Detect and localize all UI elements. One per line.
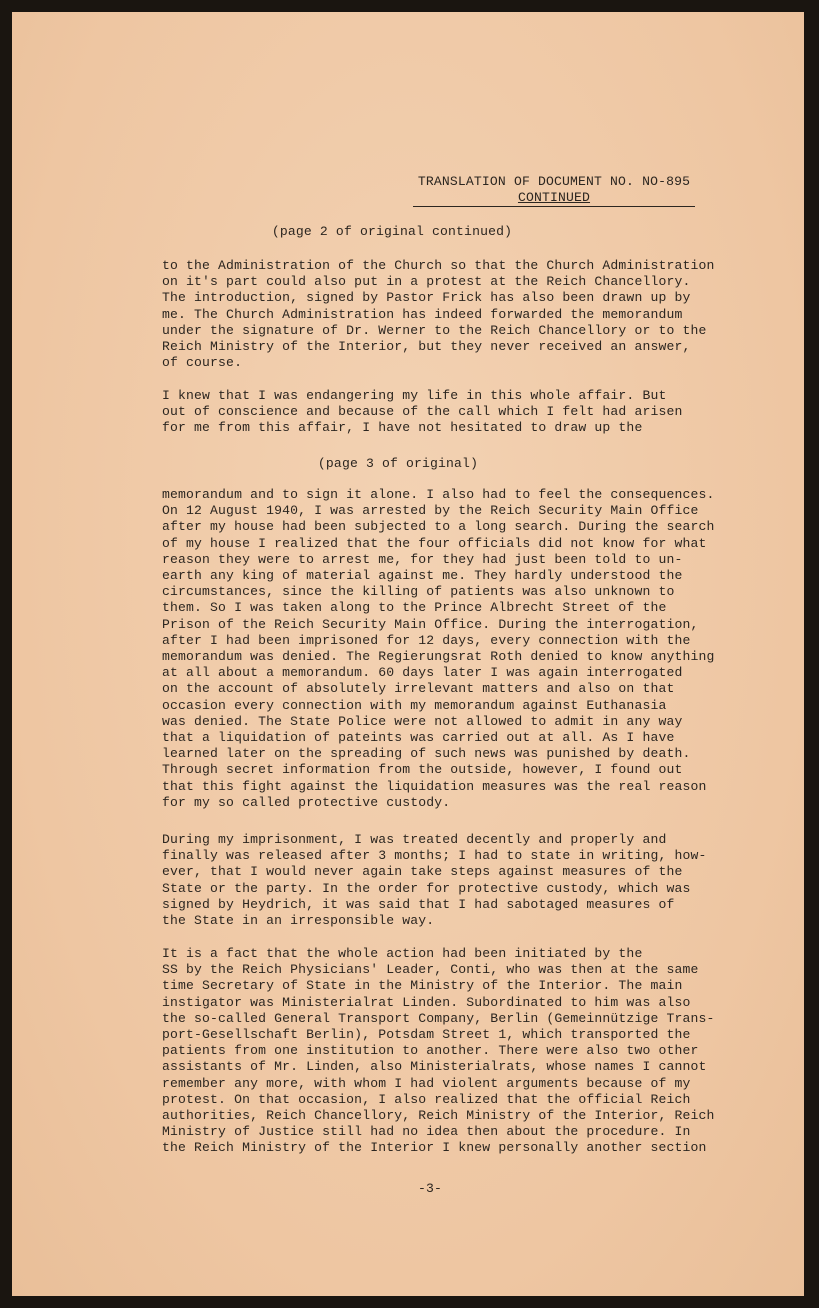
document-header (414, 174, 694, 206)
header-rule (413, 206, 695, 207)
paragraph-4: During my imprisonment, I was treated decently and properly and finally was released after 3 months; I had to state in writing, how- ever, that I would never again take steps against measures of the State or the party. In the order for protective custody, which was signed by Heydrich, it was said that I had sabotaged measures of the State in an irresponsible way. (162, 832, 707, 929)
paragraph-5: It is a fact that the whole action had been initiated by the SS by the Reich Physicians' Leader, Conti, who was then at the same time Secretary of State in the Ministry of the Interior. The main instigator was Ministerialrat Linden. Subordinated to him was also the so-called General Transport Company, Berlin (Gemeinnützige Trans- port-Gesellschaft Berlin), Potsdam Street 1, which transported the patients from one institution to another. There were also two other assistants of Mr. Linden, also Ministerialrats, whose names I cannot remember any more, with whom I had violent arguments because of my protest. On that occasion, I also realized that the official Reich authorities, Reich Chancellory, Reich Ministry of the Interior, Reich Ministry of Justice still had no idea then about the procedure. In the Reich Ministry of the Interior I knew personally another section (162, 946, 715, 1156)
paragraph-1: to the Administration of the Church so that the Church Administration on it's part could also put in a protest at the Reich Chancellory. The introduction, signed by Pastor Frick has also been drawn up by me. The Church Administration has indeed forwarded the memorandum under the signature of Dr. Werner to the Reich Chancellory or to the Reich Ministry of the Interior, but they never received an answer, of course. (162, 258, 715, 371)
typewritten-text (12, 12, 804, 1296)
paragraph-2: I knew that I was endangering my life in this whole affair. But out of conscience and because of the call which I felt had arisen for me from this affair, I have not hesitated to draw up the (162, 388, 683, 436)
header-continued: CONTINUED (517, 190, 591, 205)
page-number: -3- (417, 1181, 443, 1196)
page-marker-3: (page 3 of original) (317, 456, 479, 471)
paragraph-3: memorandum and to sign it alone. I also had to feel the consequences. On 12 August 1940, I was arrested by the Reich Security Main Office after my house had been subjected to a long search. During the search of my house I realized that the four officials did not know for what reason they were to arrest me, for they had just been told to un- earth any king of material against me. They hardly understood the circumstances, since the killing of patients was also unknown to them. So I was taken along to the Prince Albrecht Street of the Prison of the Reich Security Main Office. During the interrogation, after I had been imprisoned for 12 days, every connection with the memorandum was denied. The Regierungsrat Roth denied to know anything at all about a memorandum. 60 days later I was again interrogated on the account of absolutely irrelevant matters and also on that occasion every connection with my memorandum against Euthanasia was denied. The State Police were not allowed to admit in any way that a liquidation of pateints was carried out at all. As I have learned later on the spreading of such news was punished by death. Through secret information from the outside, however, I found out that this fight against the liquidation measures was the real reason for my so called protective custody. (162, 487, 715, 810)
page-marker-2: (page 2 of original continued) (271, 224, 513, 239)
header-title: TRANSLATION OF DOCUMENT NO. NO-895 (417, 174, 691, 189)
document-page (12, 12, 804, 1296)
